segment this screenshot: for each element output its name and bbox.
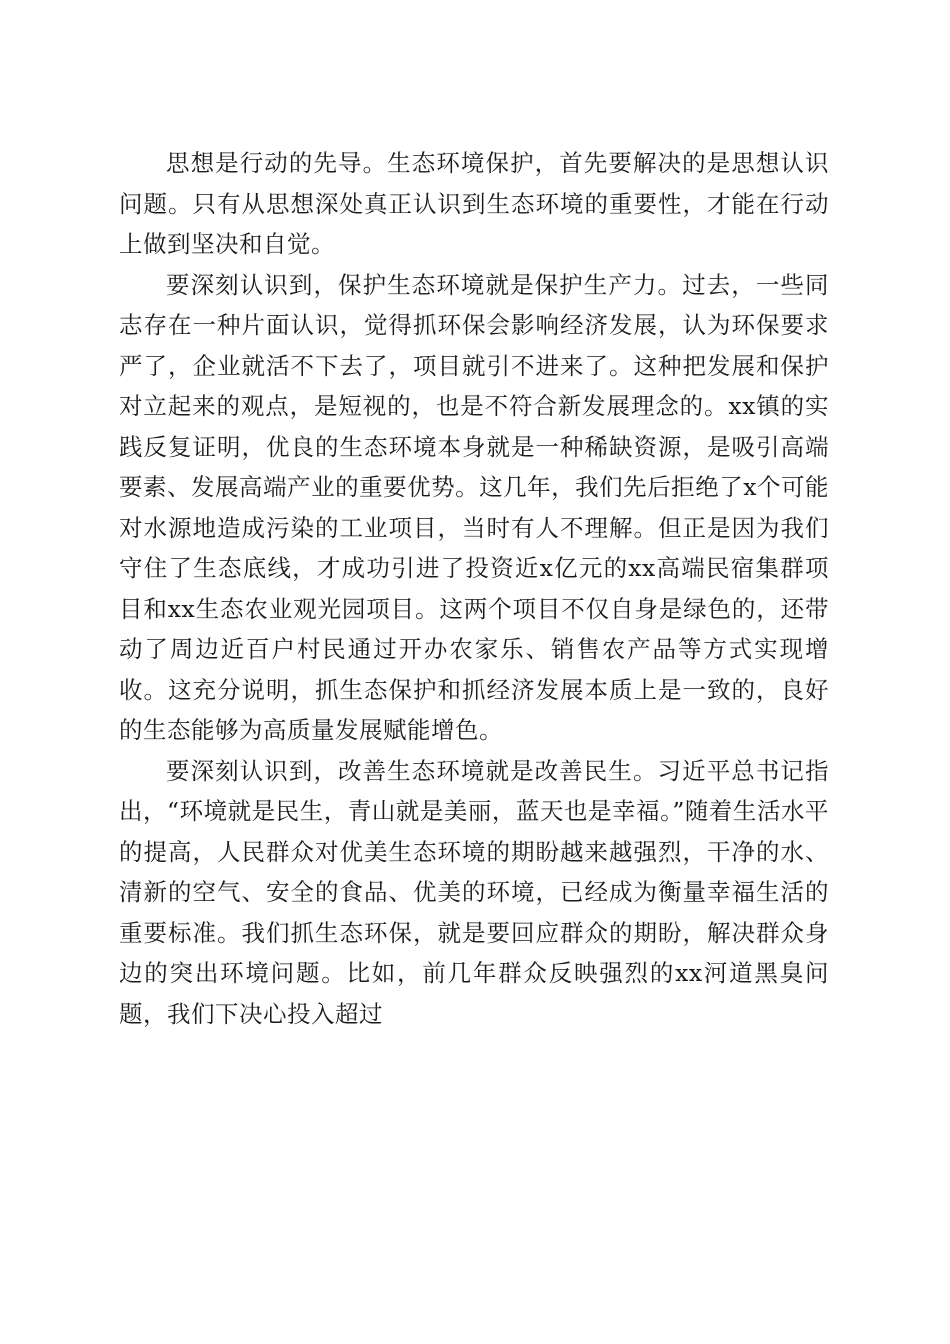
document-page: [119, 143, 829, 1034]
paragraph-3: 要深刻认识到，改善生态环境就是改善民生。习近平总书记指出，“环境就是民生，青山就是美丽，蓝天也是幸福。”随着生活水平的提高，人民群众对优美生态环境的期盼越来越强烈，干净的水、清新的空气、安全的食品、优美的环境，已经成为衡量幸福生活的重要标准。我们抓生态环保，就是要回应群众的期盼，解决群众身边的突出环境问题。比如，前几年群众反映强烈的xx河道黑臭问题，我们下决心投入超过: [119, 756, 829, 1028]
paragraph-1: 思想是行动的先导。生态环境保护，首先要解决的是思想认识问题。只有从思想深处真正认识到生态环境的重要性，才能在行动上做到坚决和自觉。: [119, 149, 829, 258]
paragraph-2: 要深刻认识到，保护生态环境就是保护生产力。过去，一些同志存在一种片面认识，觉得抓环保会影响经济发展，认为环保要求严了，企业就活不下去了，项目就引不进来了。这种把发展和保护对立起来的观点，是短视的，也是不符合新发展理念的。xx镇的实践反复证明，优良的生态环境本身就是一种稀缺资源，是吸引高端要素、发展高端产业的重要优势。这几年，我们先后拒绝了x个可能对水源地造成污染的工业项目，当时有人不理解。但正是因为我们守住了生态底线，才成功引进了投资近x亿元的xx高端民宿集群项目和xx生态农业观光园项目。这两个项目不仅自身是绿色的，还带动了周边近百户村民通过开办农家乐、销售农产品等方式实现增收。这充分说明，抓生态保护和抓经济发展本质上是一致的，良好的生态能够为高质量发展赋能增色。: [119, 270, 829, 744]
